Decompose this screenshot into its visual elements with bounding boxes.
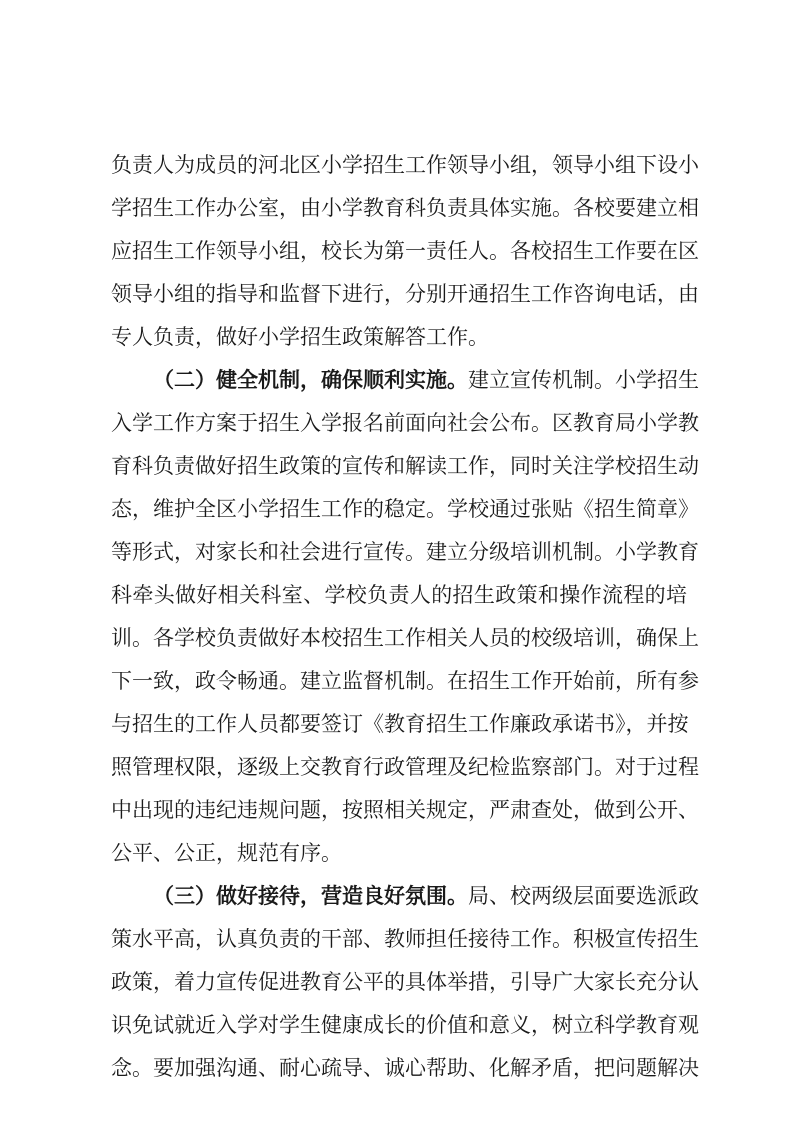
text-span: 建立宣传机制。小学招生 [468, 368, 699, 392]
text-line: 负责人为成员的河北区小学招生工作领导小组，领导小组下设小 [111, 153, 699, 177]
text-line: 科牵头做好相关科室、学校负责人的招生政策和操作流程的培 [111, 583, 687, 607]
text-line [153, 365, 699, 395]
text-line: 政策，着力宣传促进教育公平的具体举措，引导广大家长充分认 [111, 970, 699, 994]
text-line: 训。各学校负责做好本校招生工作相关人员的校级培训，确保上 [111, 626, 699, 650]
text-line: 与招生的工作人员都要签订《教育招生工作廉政承诺书》，并按 [111, 712, 689, 736]
text-line: 学招生工作办公室，由小学教育科负责具体实施。各校要建立相 [111, 196, 699, 220]
text-line: 专人负责，做好小学招生政策解答工作。 [111, 325, 489, 349]
section-heading: （三）做好接待，营造良好氛围。 [153, 884, 468, 908]
text-span: 局、校两级层面要选派政 [468, 884, 699, 908]
section-heading: （二）健全机制，确保顺利实施。 [153, 368, 468, 392]
text-line: 识免试就近入学对学生健康成长的价值和意义，树立科学教育观 [111, 1013, 699, 1037]
text-line: 等形式，对家长和社会进行宣传。建立分级培训机制。小学教育 [111, 540, 699, 564]
text-line: 下一致，政令畅通。建立监督机制。在招生工作开始前，所有参 [111, 669, 699, 693]
text-line: 领导小组的指导和监督下进行，分别开通招生工作咨询电话，由 [111, 282, 699, 306]
text-line: 策水平高，认真负责的干部、教师担任接待工作。积极宣传招生 [111, 927, 699, 951]
text-line: 态，维护全区小学招生工作的稳定。学校通过张贴《招生简章》 [111, 497, 699, 521]
text-line: 公平、公正，规范有序。 [111, 841, 342, 865]
text-line: 入学工作方案于招生入学报名前面向社会公布。区教育局小学教 [111, 411, 699, 435]
text-line [153, 881, 699, 911]
text-line: 念。要加强沟通、耐心疏导、诚心帮助、化解矛盾，把问题解决 [111, 1056, 699, 1080]
text-line: 中出现的违纪违规问题，按照相关规定，严肃查处，做到公开、 [111, 798, 699, 822]
text-line: 育科负责做好招生政策的宣传和解读工作，同时关注学校招生动 [111, 454, 699, 478]
text-line: 照管理权限，逐级上交教育行政管理及纪检监察部门。对于过程 [111, 755, 699, 779]
text-line: 应招生工作领导小组，校长为第一责任人。各校招生工作要在区 [111, 239, 699, 263]
